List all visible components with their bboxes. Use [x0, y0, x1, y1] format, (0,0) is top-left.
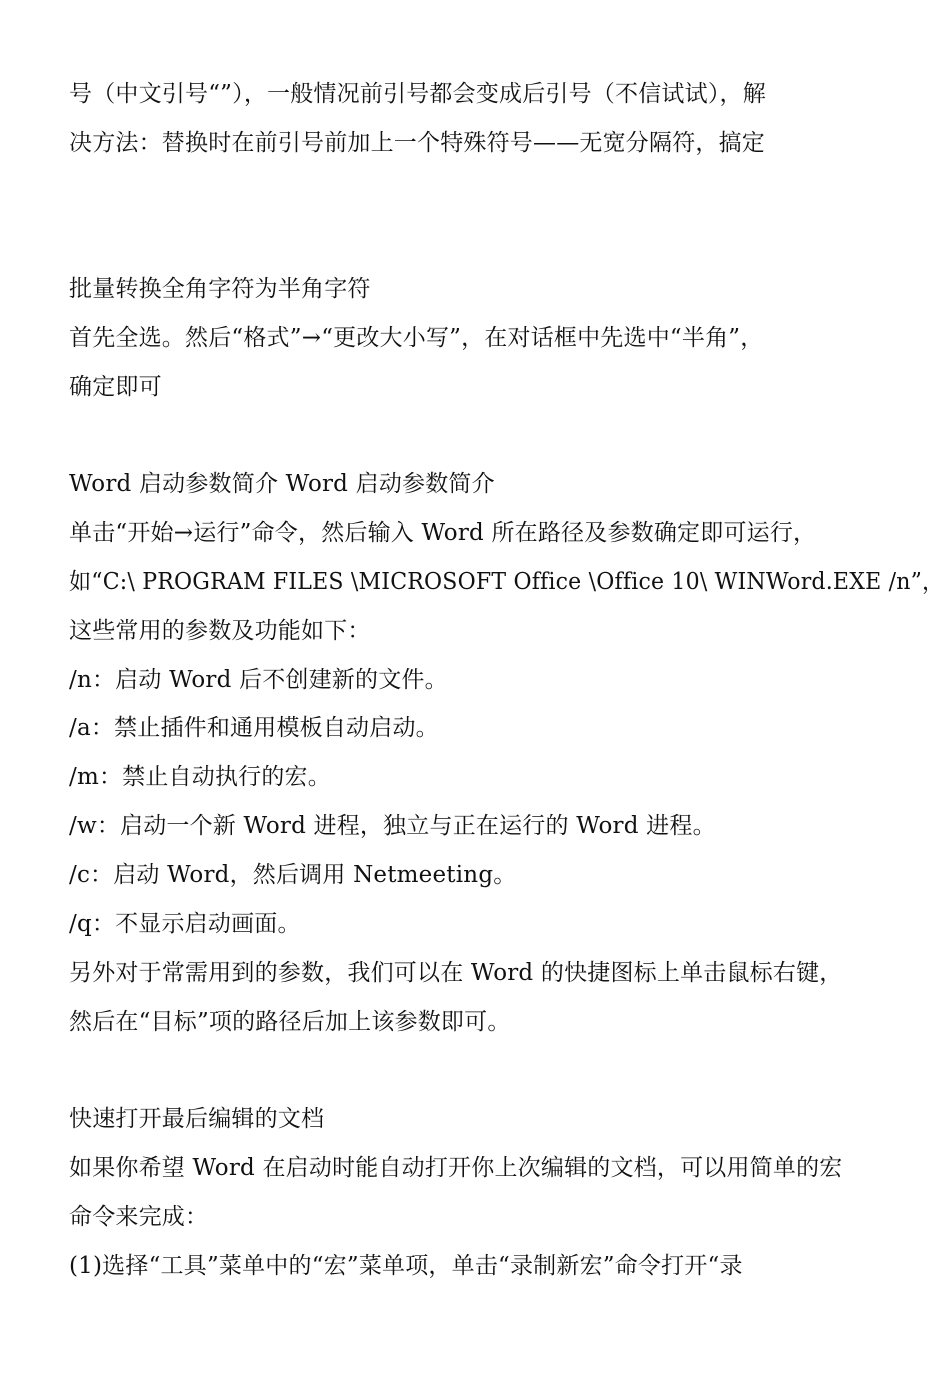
section-heading: Word 启动参数简介 Word 启动参数简介	[69, 471, 495, 497]
text-line: (1)选择“工具”菜单中的“宏”菜单项，单击“录制新宏”命令打开“录	[69, 1253, 743, 1279]
text-line: /n：启动 Word 后不创建新的文件。	[69, 667, 448, 693]
text-line: 号（中文引号“”），一般情况前引号都会变成后引号（不信试试），解	[69, 81, 766, 107]
text-line: 然后在“目标”项的路径后加上该参数即可。	[69, 1009, 511, 1035]
text-line: /m：禁止自动执行的宏。	[69, 764, 331, 790]
text-line: 如果你希望 Word 在启动时能自动打开你上次编辑的文档，可以用简单的宏	[69, 1155, 843, 1181]
text-line: /c：启动 Word，然后调用 Netmeeting。	[69, 862, 517, 888]
section-heading: 快速打开最后编辑的文档	[69, 1106, 325, 1132]
text-line: 确定即可	[69, 374, 162, 400]
text-line: 另外对于常需用到的参数，我们可以在 Word 的快捷图标上单击鼠标右键，	[69, 960, 843, 986]
text-line: 这些常用的参数及功能如下：	[69, 618, 371, 644]
text-line: 单击“开始→运行”命令，然后输入 Word 所在路径及参数确定即可运行，	[69, 520, 817, 546]
text-line: 首先全选。然后“格式”→“更改大小写”，在对话框中先选中“半角”，	[69, 325, 764, 351]
section-heading: 批量转换全角字符为半角字符	[69, 276, 371, 302]
text-line: 如“C:\ PROGRAM FILES \MICROSOFT Office \Office 10\ WINWord.EXE /n”，	[69, 569, 945, 595]
text-line: /a：禁止插件和通用模板自动启动。	[69, 715, 439, 741]
text-line: 决方法：替换时在前引号前加上一个特殊符号——无宽分隔符，搞定	[69, 130, 765, 156]
text-line: /q：不显示启动画面。	[69, 911, 301, 937]
text-line: 命令来完成：	[69, 1204, 209, 1230]
text-line: /w：启动一个新 Word 进程，独立与正在运行的 Word 进程。	[69, 813, 716, 839]
